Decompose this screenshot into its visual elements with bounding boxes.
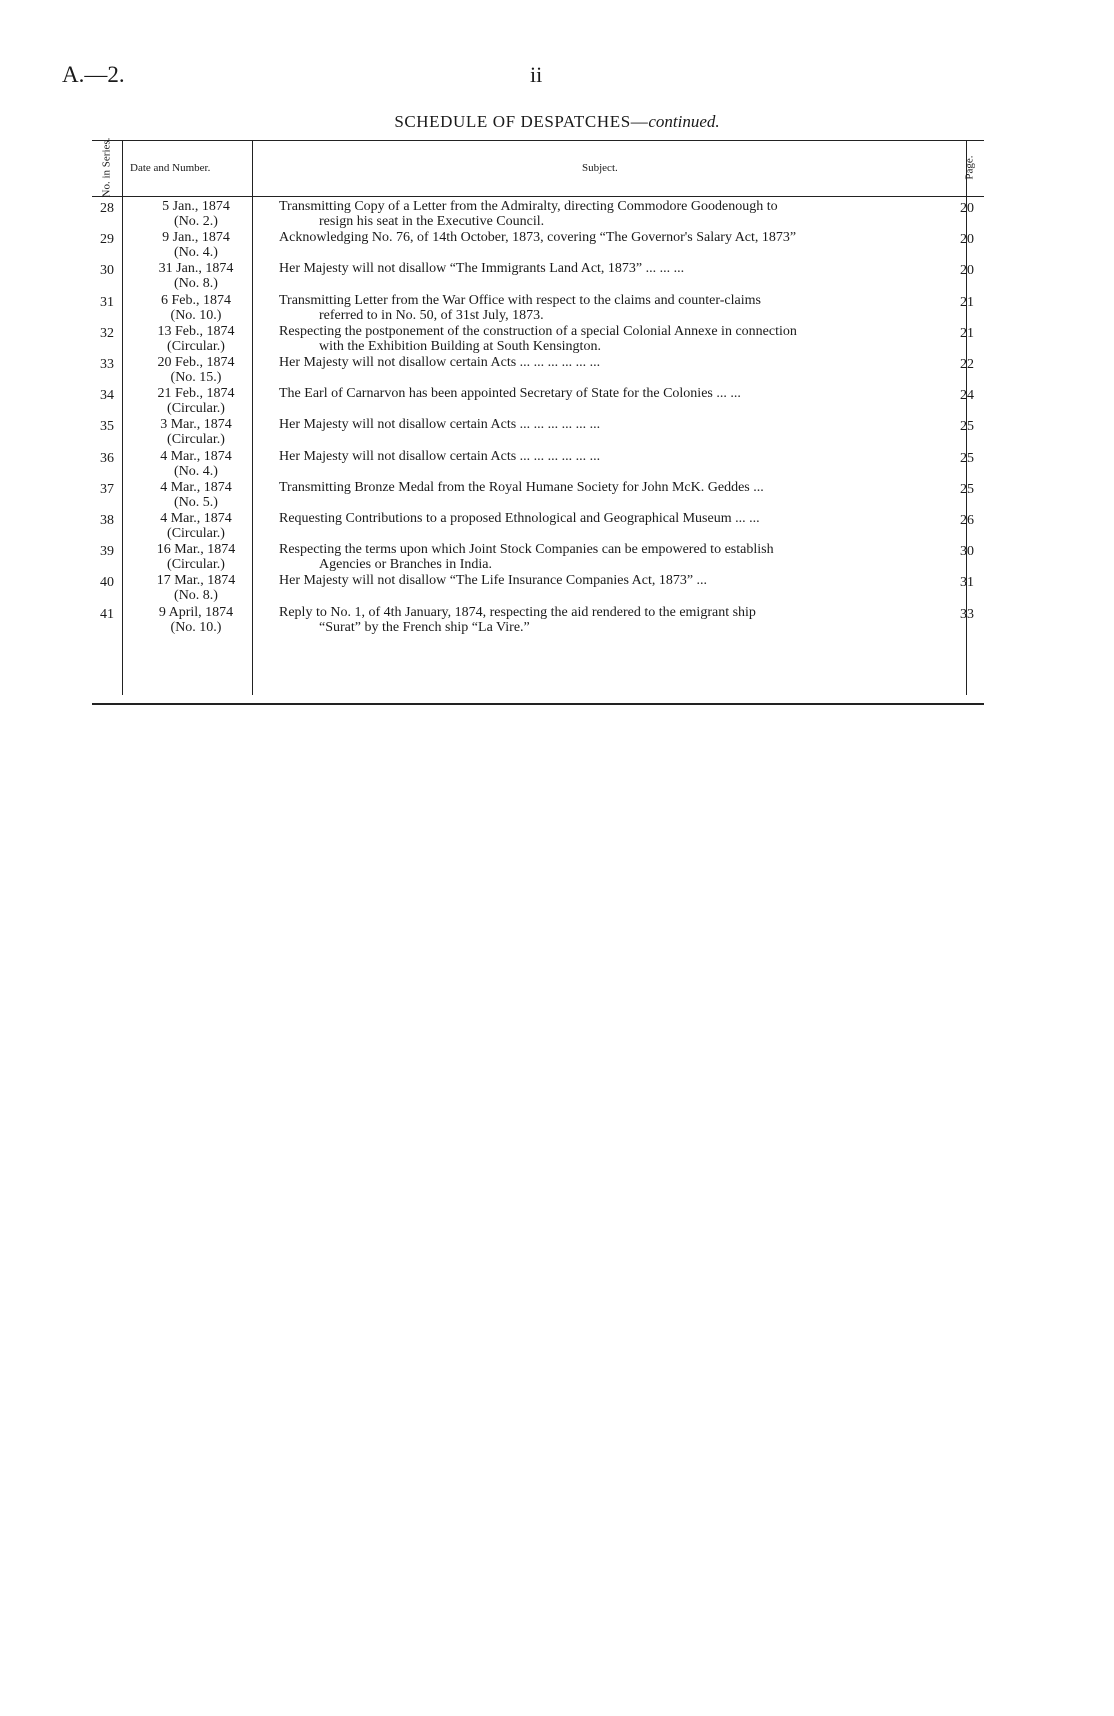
despatch-number: (No. 5.): [174, 494, 218, 510]
despatch-subject: [279, 480, 959, 495]
page-reference: 26: [960, 513, 974, 528]
table-row: [92, 542, 984, 574]
document-reference: A.—2.: [62, 62, 125, 87]
header-no-in-series: No. in Series.: [100, 137, 113, 198]
series-number: 33: [100, 357, 114, 372]
title-main: SCHEDULE OF DESPATCHES—: [394, 112, 649, 131]
table-row: [92, 230, 984, 262]
series-number: 40: [100, 575, 114, 591]
series-number: 29: [100, 232, 114, 248]
page-reference: 21: [960, 294, 974, 310]
page-reference: 22: [960, 357, 974, 372]
subject-line: Transmitting Letter from the War Office with respect to the claims and counter-claims: [279, 292, 761, 308]
despatch-number: (No. 10.): [170, 307, 222, 323]
table-row: [92, 605, 984, 637]
despatch-date: 21 Feb., 1874: [157, 386, 235, 402]
page-reference: 24: [960, 388, 974, 404]
date-number: [136, 386, 256, 416]
table-row: [92, 480, 984, 512]
despatch-date: 4 Mar., 1874: [160, 479, 232, 495]
despatch-number: (Circular.): [167, 526, 225, 541]
series-number: 34: [100, 388, 114, 404]
subject-continuation: “Surat” by the French ship “La Vire.”: [319, 619, 530, 635]
page-reference: 33: [960, 606, 974, 622]
despatch-number: (Circular.): [167, 557, 225, 573]
page-reference: 31: [960, 575, 974, 591]
despatch-number: (No. 2.): [174, 214, 218, 229]
header-date-and-number: Date and Number.: [130, 162, 211, 174]
despatch-date: 31 Jan., 1874: [158, 261, 234, 277]
subject-line: Acknowledging No. 76, of 14th October, 1873, covering “The Governor's Salary Act, 1873”: [279, 230, 797, 246]
table-row: [92, 199, 984, 231]
despatch-date: 3 Mar., 1874: [160, 417, 232, 433]
date-number: [136, 230, 256, 260]
table-bottom-rule: [92, 703, 984, 705]
date-number: [136, 324, 256, 354]
despatch-subject: [279, 261, 959, 276]
despatch-number: (No. 4.): [174, 463, 218, 479]
subject-line: Reply to No. 1, of 4th January, 1874, respecting the aid rendered to the emigrant ship: [279, 604, 756, 620]
despatch-date: 4 Mar., 1874: [160, 448, 232, 464]
page-number: [530, 62, 542, 88]
despatch-subject: [279, 573, 959, 588]
page-reference: 25: [960, 419, 974, 435]
despatch-number: (No. 8.): [174, 276, 218, 292]
page-reference: 21: [960, 325, 974, 341]
table-row: [92, 293, 984, 325]
date-number: [136, 573, 256, 603]
table-row: [92, 324, 984, 356]
table-row: [92, 261, 984, 293]
page-reference: 30: [960, 544, 974, 560]
date-number: [136, 355, 256, 385]
series-number: 32: [100, 325, 114, 341]
series-number: 37: [100, 481, 114, 497]
series-number: 36: [100, 450, 114, 466]
date-number: [136, 261, 256, 291]
table-row: [92, 417, 984, 449]
subject-line: Her Majesty will not disallow “The Life Insurance Companies Act, 1873” ...: [279, 573, 708, 589]
page-number-text: ii: [530, 62, 543, 87]
page-reference: 20: [960, 201, 974, 216]
despatch-subject: [279, 324, 959, 354]
series-number: 31: [100, 294, 114, 310]
subject-line: Her Majesty will not disallow certain Acts ... ... ... ... ... ...: [279, 355, 601, 370]
despatch-date: 9 Jan., 1874: [162, 230, 230, 246]
despatch-table: [92, 137, 984, 705]
date-number: [136, 199, 256, 229]
date-number: [136, 511, 256, 541]
subject-line: Her Majesty will not disallow “The Immigrants Land Act, 1873” ... ... ...: [279, 261, 685, 277]
table-row: [92, 511, 984, 543]
despatch-number: (Circular.): [167, 401, 225, 417]
despatch-subject: [279, 199, 959, 229]
table-row: [92, 386, 984, 418]
despatch-subject: [279, 355, 959, 370]
despatch-subject: [279, 386, 959, 401]
despatch-number: (No. 8.): [174, 588, 218, 604]
subject-line: The Earl of Carnarvon has been appointed Secretary of State for the Colonies ... ...: [279, 386, 741, 402]
subject-line: Respecting the terms upon which Joint Stock Companies can be empowered to establish: [279, 542, 774, 558]
despatch-number: (No. 10.): [170, 619, 222, 635]
table-row: [92, 449, 984, 481]
subject-continuation: referred to in No. 50, of 31st July, 1873.: [319, 307, 544, 323]
despatch-date: 6 Feb., 1874: [161, 292, 231, 308]
despatch-subject: [279, 511, 959, 526]
despatch-number: (No. 15.): [170, 370, 222, 385]
series-number: 41: [100, 606, 114, 622]
series-number: 30: [100, 263, 114, 279]
subject-line: Transmitting Copy of a Letter from the Admiralty, directing Commodore Goodenough to: [279, 199, 778, 214]
date-number: [136, 293, 256, 323]
page-reference: 25: [960, 481, 974, 497]
page-reference: 20: [960, 232, 974, 248]
despatch-subject: [279, 417, 959, 432]
date-number: [136, 417, 256, 447]
header-subject: Subject.: [582, 162, 618, 174]
despatch-date: 4 Mar., 1874: [160, 511, 232, 526]
date-number: [136, 449, 256, 479]
subject-line: Her Majesty will not disallow certain Acts ... ... ... ... ... ...: [279, 417, 601, 433]
subject-continuation: with the Exhibition Building at South Kensington.: [319, 338, 601, 354]
page-reference: 25: [960, 450, 974, 466]
header-page: Page.: [963, 155, 976, 180]
page-reference: 20: [960, 263, 974, 279]
despatch-date: 17 Mar., 1874: [156, 573, 236, 589]
despatch-date: 9 April, 1874: [158, 604, 234, 620]
despatch-number: (Circular.): [167, 338, 225, 354]
despatch-date: 20 Feb., 1874: [157, 355, 235, 370]
subject-continuation: resign his seat in the Executive Council.: [319, 214, 545, 229]
title-continued: continued.: [648, 112, 720, 131]
series-number: 39: [100, 544, 114, 560]
date-number: [136, 542, 256, 572]
despatch-date: 5 Jan., 1874: [162, 199, 230, 214]
series-number: 28: [100, 201, 114, 216]
table-row: [92, 355, 984, 387]
subject-continuation: Agencies or Branches in India.: [319, 557, 492, 573]
despatch-subject: [279, 449, 959, 464]
despatch-subject: [279, 293, 959, 323]
subject-line: Transmitting Bronze Medal from the Royal Humane Society for John McK. Geddes ...: [279, 479, 764, 495]
despatch-date: 13 Feb., 1874: [157, 323, 235, 339]
despatch-subject: [279, 605, 959, 635]
subject-line: Requesting Contributions to a proposed Ethnological and Geographical Museum ... ...: [279, 511, 760, 526]
header-rule: [92, 196, 984, 197]
schedule-title: [0, 112, 1114, 132]
subject-line: Respecting the postponement of the construction of a special Colonial Annexe in connection: [279, 323, 797, 339]
despatch-subject: [279, 542, 959, 572]
despatch-subject: [279, 230, 959, 245]
series-number: 35: [100, 419, 114, 435]
table-row: [92, 573, 984, 605]
despatch-number: (No. 4.): [174, 245, 218, 261]
table-top-rule: [92, 140, 984, 141]
date-number: [136, 605, 256, 635]
despatch-number: (Circular.): [167, 432, 225, 448]
despatch-date: 16 Mar., 1874: [156, 542, 236, 558]
date-number: [136, 480, 256, 510]
subject-line: Her Majesty will not disallow certain Acts ... ... ... ... ... ...: [279, 448, 601, 464]
series-number: 38: [100, 513, 114, 528]
